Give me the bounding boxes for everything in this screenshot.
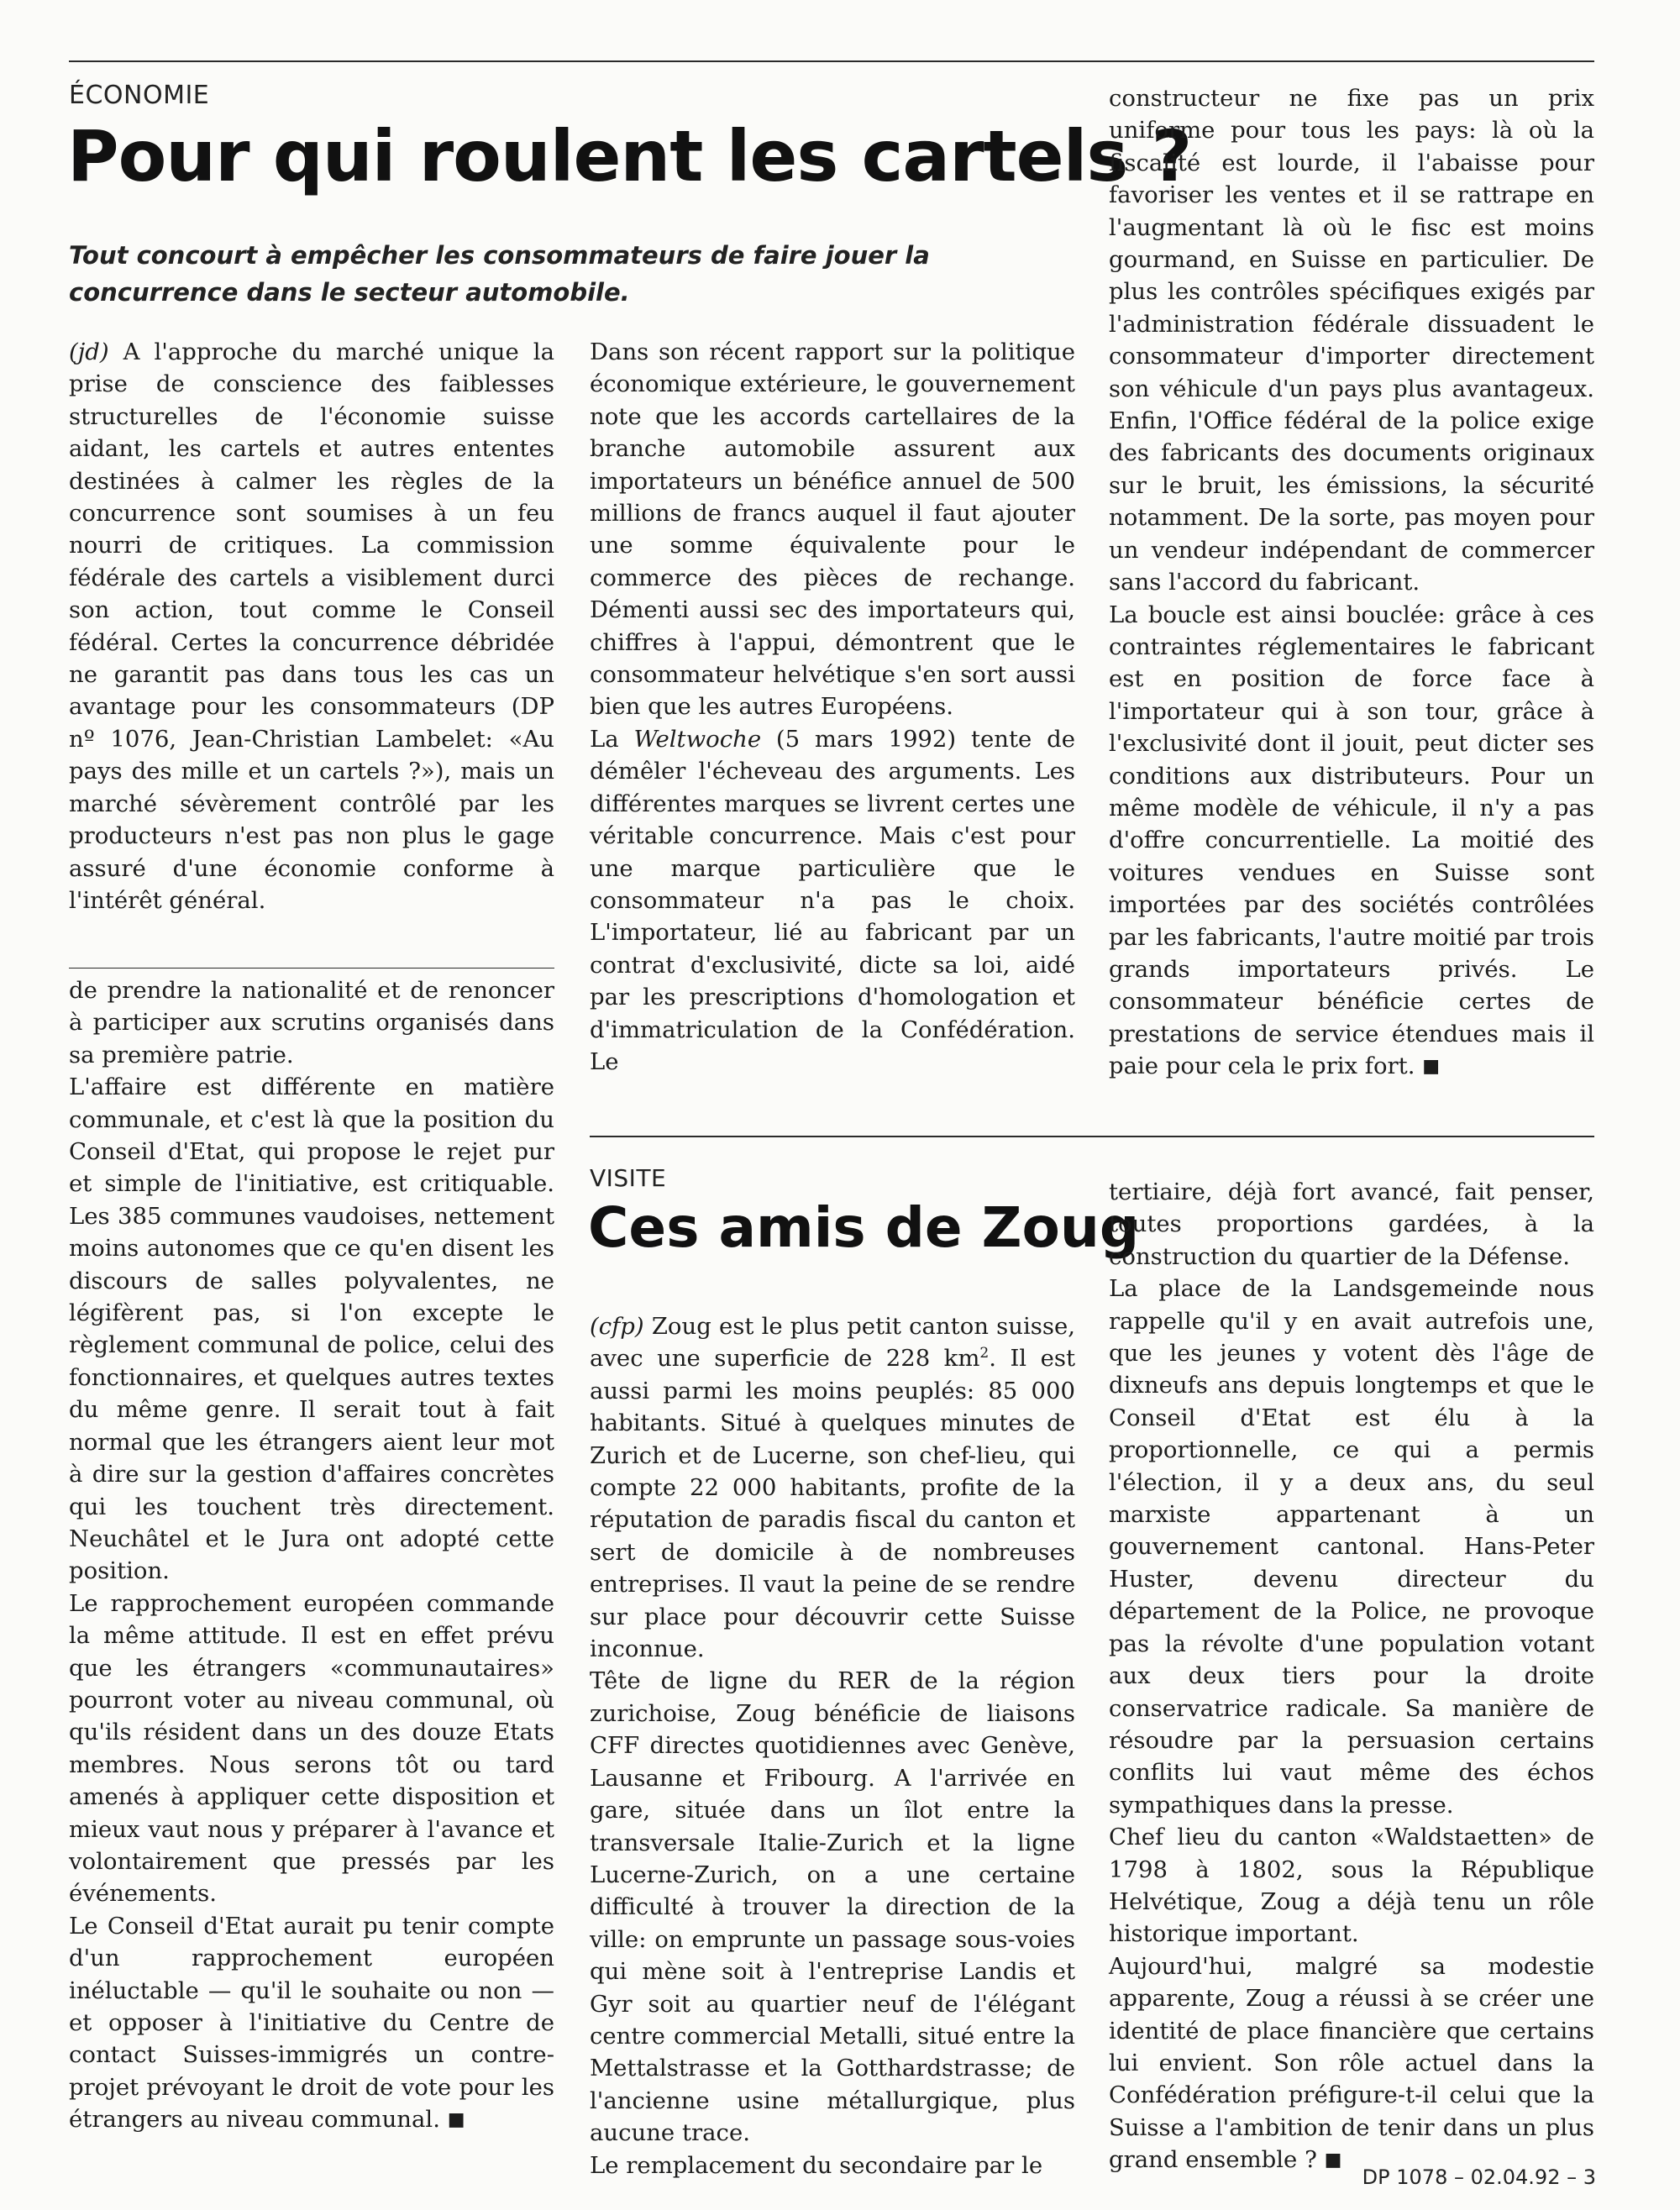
article1-column-2: [590, 336, 1075, 1078]
article1-column-1: [69, 336, 554, 916]
article2-column-2: [1109, 1176, 1594, 2177]
article1-column-3: [1109, 82, 1594, 1084]
article1-source-weltwoche: Weltwoche: [633, 725, 762, 753]
article2-rubric: VISITE: [590, 1164, 667, 1192]
article1-standfirst: Tout concourt à empêcher les consommateurs de faire jouer la concurrence dans le secteur automobile.: [69, 241, 930, 307]
continuation-column: [69, 974, 554, 2137]
article2-column-1: [590, 1310, 1075, 2181]
article1-column-2-paragraph-1: Dans son récent rapport sur la politique économique extérieure, le gouvernement note que les accords cartellaires de la branche automobile assurent aux importateurs un bénéfice annuel de 500 millions de francs auquel il faut ajouter une somme équivalente pour le commerce des pièces de rechange. Démenti aussi sec des importateurs qui, chiffres à l'appui, démontrent que le consommateur helvétique s'en sort aussi bien que les autres Européens.: [590, 339, 1075, 721]
continuation-end-mark: ■: [447, 2109, 465, 2131]
article2-column-1-paragraph-1: (cfp) Zoug est le plus petit canton suisse, avec une superficie de 228 $km^2$. Il est aussi parmi les moins peuplés: 85 000 habitants. Situé à quelques minutes de Zurich et de Lucerne, son chef-lieu, qui compte 22 000 habitants, profite de la réputation de paradis fiscal du canton et sert de domicile à de nombreuses entreprises. Il vaut la peine de se rendre sur place pour découvrir cette Suisse inconnue.: [590, 1313, 1076, 1663]
article1-column-2-paragraph-2: La Weltwoche (5 mars 1992) tente de démêler l'écheveau des arguments. Les différentes marques se livrent certes une véritable concurrence. Mais c'est pour une marque particulière que le consommateur n'a pas le choix. L'importateur, lié au fabricant par un contrat d'exclusivité, dicte sa loi, aidé par les prescriptions d'homologation et d'immatriculation de la Confédération. Le: [590, 725, 1075, 1075]
article2-column-2-paragraph-1: tertiaire, déjà fort avancé, fait penser, toutes proportions gardées, à la construction du quartier de la Défense.: [1109, 1178, 1594, 1270]
left-divider-rule: [69, 968, 554, 969]
section-divider-rule: [590, 1136, 1594, 1137]
article1-credit: (jd): [69, 339, 109, 365]
article2-column-2-paragraph-3: Chef lieu du canton «Waldstaetten» de 1798 à 1802, sous la République Helvétique, Zoug a déjà tenu un rôle historique important.: [1109, 1824, 1594, 1948]
article1-rubric: ÉCONOMIE: [69, 81, 210, 110]
article2-end-mark: ■: [1324, 2150, 1342, 2171]
continuation-paragraph-3: Le rapprochement européen commande la même attitude. Il est en effet prévu que les étrangers «communautaires» pourront voter au niveau communal, où qu'ils résident dans un des douze Etats membres. Nous serons tôt ou tard amenés à appliquer cette disposition et mieux vaut nous y préparer à l'avance et volontairement que pressés par les événements.: [69, 1589, 554, 1908]
article2-title: Ces amis de Zoug: [588, 1195, 1140, 1260]
article1-column-3-paragraph-1: constructeur ne fixe pas un prix uniforme pour tous les pays: là où la fiscalité est lourde, il l'abaisse pour favoriser les ventes et il se rattrape en l'augmentant là où le fisc est moins gourmand, en Suisse en particulier. De plus les contrôles spécifiques exigés par l'administration fédérale dissuadent le consommateur d'importer directement son véhicule d'un pays plus avantageux. Enfin, l'Office fédéral de la police exige des fabricants des documents originaux sur le bruit, les émissions, la sécurité notamment. De la sorte, pas moyen pour un vendeur indépendant de commercer sans l'accord du fabricant.: [1109, 85, 1594, 596]
article2-credit: (cfp): [590, 1313, 644, 1340]
article1-end-mark: ■: [1422, 1056, 1441, 1078]
top-rule: [69, 60, 1594, 62]
continuation-paragraph-2: L'affaire est différente en matière communale, et c'est là que la position du Conseil d'Etat, qui propose le rejet pur et simple de l'initiative, est critiquable. Les 385 communes vaudoises, nettement moins autonomes que ce qu'en disent les discours de salles polyvalentes, ne légifèrent pas, si l'on excepte le règlement communal de police, celui des fonctionnaires, et quelques autres textes du même genre. Il serait tout à fait normal que les étrangers aient leur mot à dire sur la gestion d'affaires concrètes qui les touchent très directement. Neuchâtel et le Jura ont adopté cette position.: [69, 1074, 554, 1585]
article1-column-1-paragraph: (jd) A l'approche du marché unique la prise de conscience des faiblesses structurelles de l'économie suisse aidant, les cartels et autres ententes destinées à calmer les règles de la concurrence sont soumises à un feu nourri de critiques. La commission fédérale des cartels a visiblement durci son action, tout comme le Conseil fédéral. Certes la concurrence débridée ne garantit pas dans tous les cas un avantage pour les consommateurs (DP nº 1076, Jean-Christian Lambelet: «Au pays des mille et un cartels ?»), mais un marché sévèrement contrôlé par les producteurs n'est pas non plus le gage assuré d'une économie conforme à l'intérêt général.: [69, 339, 554, 914]
article2-column-2-paragraph-4: Aujourd'hui, malgré sa modestie apparente, Zoug a réussi à se créer une identité de place financière que certains lui envient. Son rôle actuel dans la Confédération préfigure-t-il celui que la Suisse a l'ambition de tenir dans un plus grand ensemble ? ■: [1109, 1952, 1594, 2174]
article2-column-2-paragraph-2: La place de la Landsgemeinde nous rappelle qu'il y en avait autrefois une, que les jeunes y votent dès l'âge de dixneufs ans depuis longtemps et que le Conseil d'Etat est élu à la proportionnelle, ce qui a permis l'élection, il y a deux ans, du seul marxiste appartenant à un gouvernement cantonal. Hans-Peter Huster, devenu directeur du département de la Police, ne provoque pas la révolte d'une population votant aux deux tiers pour la droite conservatrice radicale. Sa manière de résoudre par la persuasion certains conflits lui vaut même des échos sympathiques dans la presse.: [1109, 1275, 1594, 1819]
continuation-paragraph-4: Le Conseil d'Etat aurait pu tenir compte d'un rapprochement européen inéluctable — qu'il le souhaite ou non — et opposer à l'initiative du Centre de contact Suisses-immigrés un contre-projet prévoyant le droit de vote pour les étrangers au niveau communal. ■: [69, 1912, 554, 2134]
page-footer: DP 1078 – 02.04.92 – 3: [1362, 2165, 1596, 2189]
article1-column-3-paragraph-2: La boucle est ainsi bouclée: grâce à ces contraintes réglementaires le fabricant est en position de force face à l'importateur qui à son tour, grâce à l'exclusivité dont il jouit, peut dicter ses conditions aux distributeurs. Pour un même modèle de véhicule, il n'y a pas d'offre concurrentielle. La moitié des voitures vendues en Suisse sont importées par des sociétés contrôlées par les fabricants, l'autre moitié par trois grands importateurs privés. Le consommateur bénéficie certes de prestations de service étendues mais il paie pour cela le prix fort. ■: [1109, 601, 1594, 1080]
article2-column-1-paragraph-3: Le remplacement du secondaire par le: [590, 2151, 1043, 2179]
continuation-paragraph-1: de prendre la nationalité et de renoncer à participer aux scrutins organisés dans sa première patrie.: [69, 977, 554, 1068]
article2-column-1-paragraph-2: Tête de ligne du RER de la région zurichoise, Zoug bénéficie de liaisons CFF directes quotidiennes avec Genève, Lausanne et Fribourg. A l'arrivée en gare, située dans un îlot entre la transversale Italie-Zurich et la ligne Lucerne-Zurich, on a une certaine difficulté à trouver la direction de la ville: on emprunte un passage sous-voies qui mène soit à l'entreprise Landis et Gyr soit au quartier neuf de l'élégant centre commercial Metalli, situé entre la Mettalstrasse et la Gotthardstrasse; de l'ancienne usine métallurgique, plus aucune trace.: [590, 1667, 1075, 2147]
article1-title: Pour qui roulent les cartels ?: [67, 115, 1192, 197]
